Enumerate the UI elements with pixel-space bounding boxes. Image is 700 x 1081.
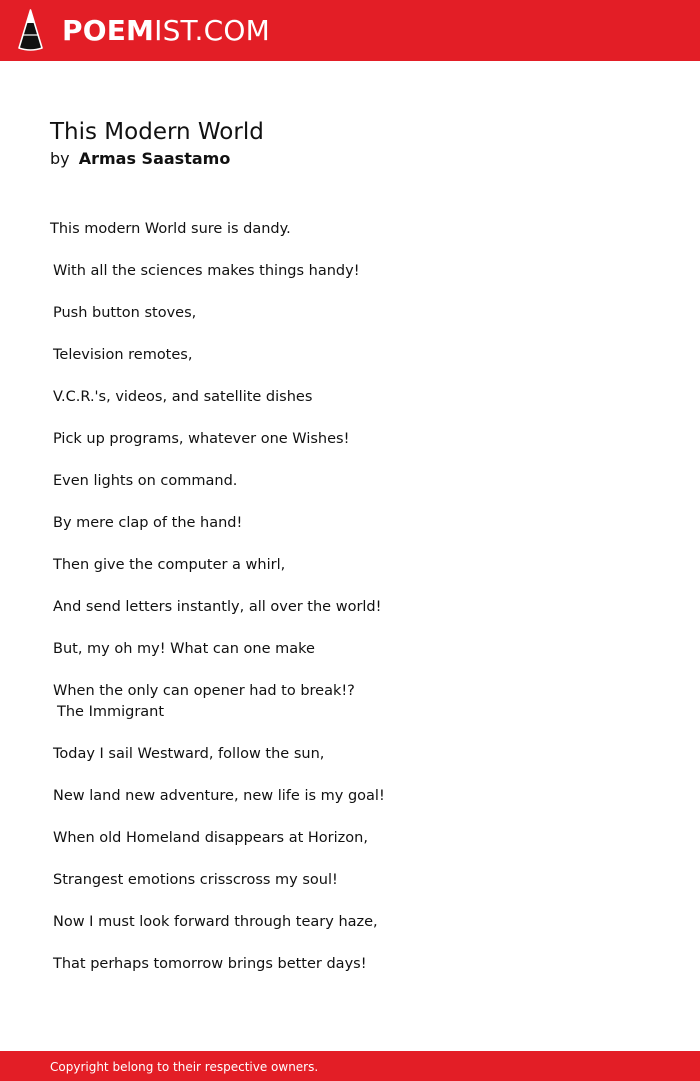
poem-line: Then give the computer a whirl, — [53, 557, 286, 573]
poem-line: Push button stoves, — [53, 305, 197, 321]
poem-line: Even lights on command. — [53, 473, 238, 489]
site-header — [0, 0, 700, 61]
site-logo-text[interactable] — [62, 11, 270, 51]
poem-line: V.C.R.'s, videos, and satellite dishes — [53, 389, 313, 405]
poem-line: When the only can opener had to break!? — [53, 683, 355, 699]
poem-line: When old Homeland disappears at Horizon, — [53, 830, 368, 846]
poem-line: This modern World sure is dandy. — [50, 221, 291, 237]
poem-line: That perhaps tomorrow brings better days! — [53, 956, 367, 972]
poem-line: Strangest emotions crisscross my soul! — [53, 872, 338, 888]
poem-subtitle: The Immigrant — [57, 704, 165, 720]
poem-author: Armas Saastamo — [78, 149, 231, 168]
copyright-notice: Copyright belong to their respective owners. — [50, 1060, 319, 1074]
brand-light: IST.COM — [154, 14, 270, 47]
by-label: by — [50, 149, 70, 168]
poem-line: Now I must look forward through teary haze, — [53, 914, 378, 930]
byline — [50, 148, 230, 170]
poem-line: But, my oh my! What can one make — [53, 641, 315, 657]
poem-line: New land new adventure, new life is my goal! — [53, 788, 385, 804]
poem-line: Today I sail Westward, follow the sun, — [53, 746, 325, 762]
site-footer — [0, 1051, 700, 1081]
poem-title: This Modern World — [50, 119, 264, 145]
poem-line: Pick up programs, whatever one Wishes! — [53, 431, 350, 447]
poem-line: Television remotes, — [53, 347, 193, 363]
poem-line: By mere clap of the hand! — [53, 515, 243, 531]
poem-line: With all the sciences makes things handy! — [53, 263, 360, 279]
pencil-tip-icon[interactable] — [17, 9, 44, 51]
brand-bold: POEM — [62, 14, 155, 47]
poem-line: And send letters instantly, all over the world! — [53, 599, 382, 615]
